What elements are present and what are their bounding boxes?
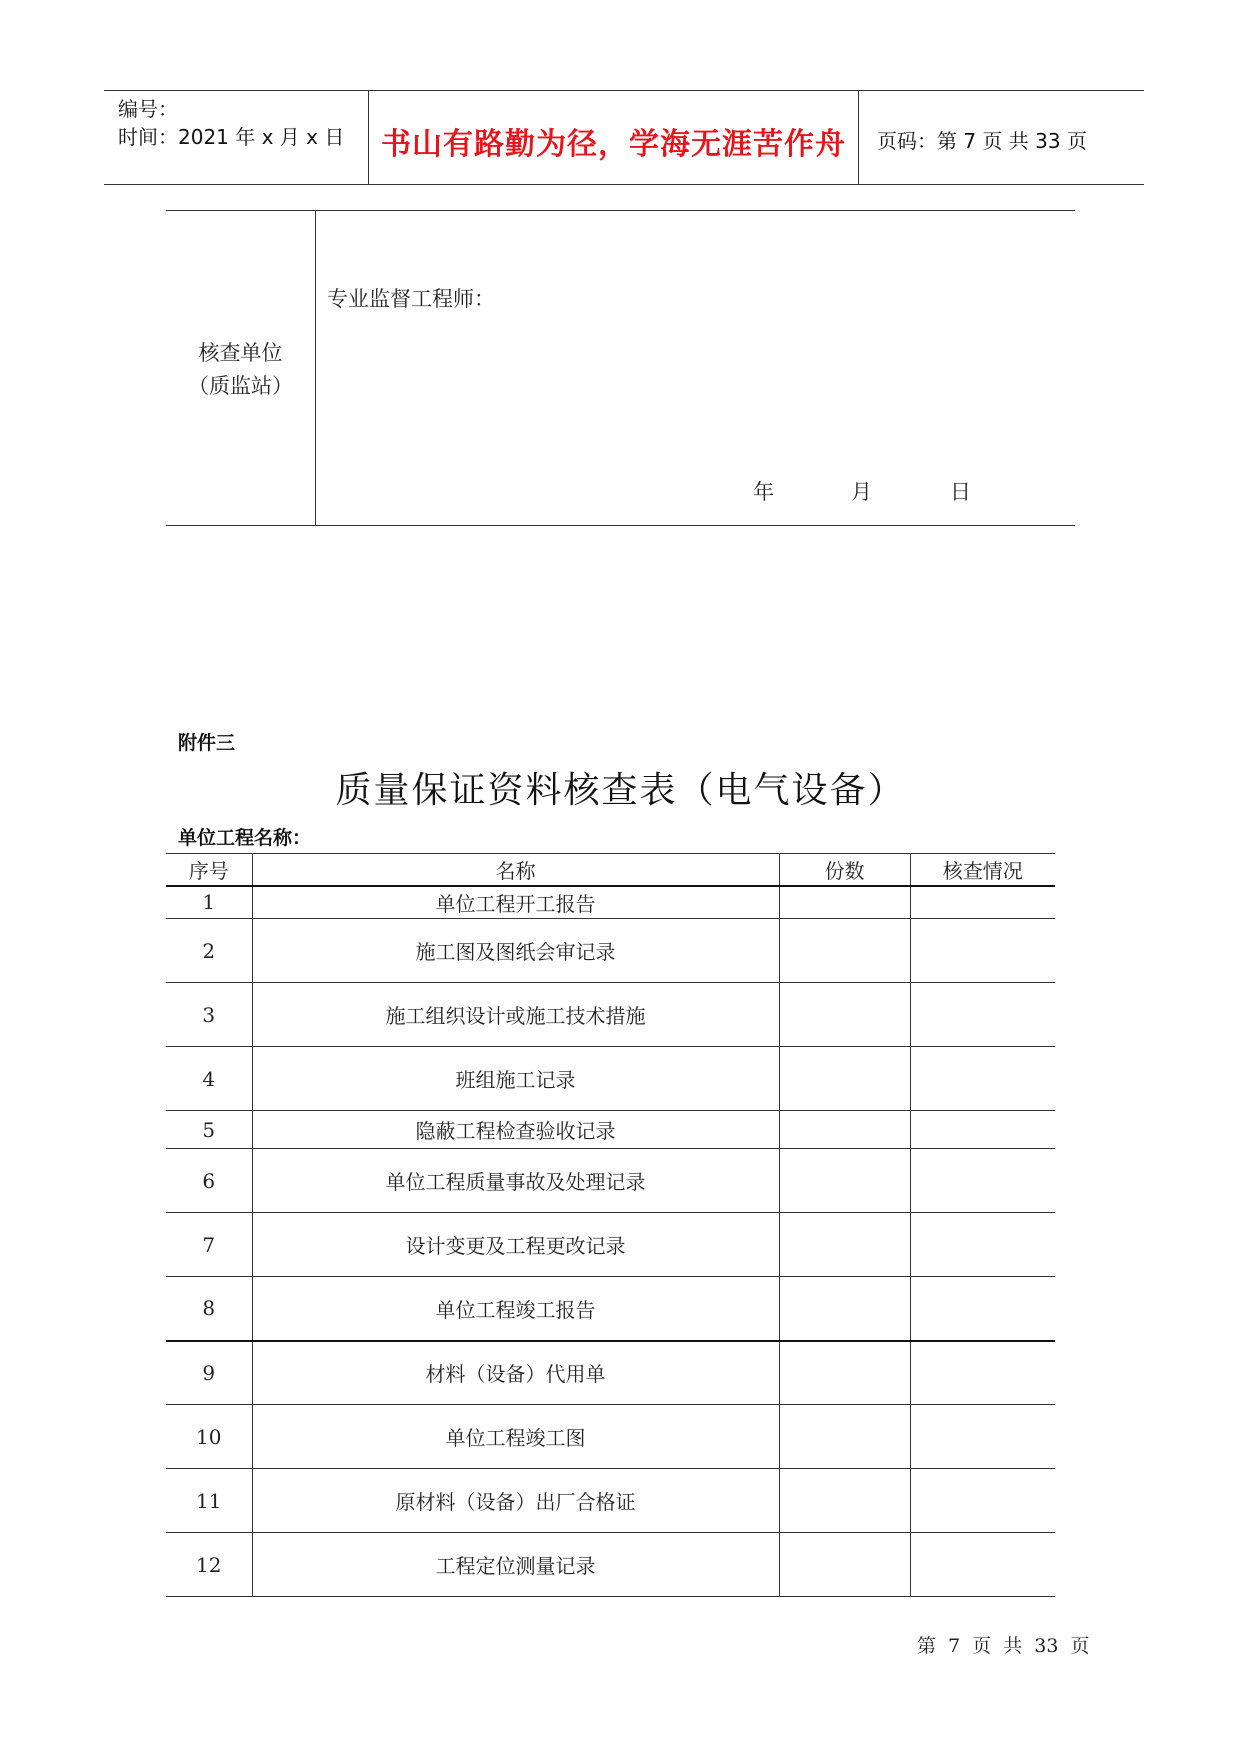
header-page-cell (859, 91, 1144, 184)
row-copies (779, 1341, 910, 1405)
row-status (910, 983, 1055, 1047)
row-status (910, 1047, 1055, 1111)
row-copies (779, 1277, 910, 1341)
table-row (166, 1213, 1055, 1277)
row-number: 9 (166, 1341, 252, 1405)
project-name-label: 单位工程名称： (178, 827, 312, 849)
row-name: 材料（设备）代用单 (252, 1341, 779, 1405)
table-row (166, 1111, 1055, 1149)
inspection-unit-cell (166, 211, 316, 525)
inspection-unit-sublabel: （质监站） (188, 374, 293, 398)
row-number: 5 (166, 1111, 252, 1149)
row-name: 原材料（设备）出厂合格证 (252, 1469, 779, 1533)
row-name: 施工组织设计或施工技术措施 (252, 983, 779, 1047)
row-number: 4 (166, 1047, 252, 1111)
row-status (910, 1111, 1055, 1149)
table-row (166, 919, 1055, 983)
row-status (910, 1341, 1055, 1405)
table-header-row (166, 854, 1055, 886)
inspection-unit-box (166, 210, 1075, 526)
page-number-label: 页码：第 7 页 共 33 页 (877, 129, 1087, 153)
table-row (166, 1277, 1055, 1341)
row-copies (779, 1111, 910, 1149)
row-copies (779, 1047, 910, 1111)
motto-text: 书山有路勤为径，学海无涯苦作舟 (381, 127, 846, 162)
row-number: 1 (166, 886, 252, 919)
row-name: 单位工程竣工报告 (252, 1277, 779, 1341)
table-row (166, 983, 1055, 1047)
row-status (910, 919, 1055, 983)
date-day-label: 日 (950, 480, 971, 504)
code-label: 编号： (118, 97, 178, 121)
row-name: 施工图及图纸会审记录 (252, 919, 779, 983)
table-row (166, 1341, 1055, 1405)
row-copies (779, 1213, 910, 1277)
row-name: 单位工程质量事故及处理记录 (252, 1149, 779, 1213)
row-copies (779, 886, 910, 919)
row-copies (779, 919, 910, 983)
row-name: 设计变更及工程更改记录 (252, 1213, 779, 1277)
table-row (166, 1405, 1055, 1469)
supervising-engineer-label: 专业监督工程师： (327, 287, 495, 311)
attachment-label: 附件三 (178, 732, 236, 754)
row-copies (779, 1533, 910, 1597)
column-header-number: 序号 (166, 854, 252, 886)
table-row (166, 1469, 1055, 1533)
page-header (104, 90, 1144, 185)
page-footer: 第 7 页 共 33 页 (917, 1635, 1090, 1657)
row-number: 11 (166, 1469, 252, 1533)
row-number: 7 (166, 1213, 252, 1277)
table-row (166, 1149, 1055, 1213)
column-header-name: 名称 (252, 854, 779, 886)
row-copies (779, 983, 910, 1047)
row-status (910, 886, 1055, 919)
row-number: 8 (166, 1277, 252, 1341)
row-status (910, 1469, 1055, 1533)
row-status (910, 1149, 1055, 1213)
row-copies (779, 1149, 910, 1213)
form-title: 质量保证资料核查表（电气设备） (335, 770, 906, 811)
row-number: 2 (166, 919, 252, 983)
row-name: 班组施工记录 (252, 1047, 779, 1111)
row-number: 10 (166, 1405, 252, 1469)
quality-document-table (166, 853, 1055, 1597)
column-header-status: 核查情况 (910, 854, 1055, 886)
row-name: 隐蔽工程检查验收记录 (252, 1111, 779, 1149)
row-name: 单位工程竣工图 (252, 1405, 779, 1469)
row-name: 单位工程开工报告 (252, 886, 779, 919)
time-label: 时间：2021 年 x 月 x 日 (118, 125, 345, 149)
header-motto-cell (369, 91, 859, 184)
row-copies (779, 1469, 910, 1533)
row-status (910, 1405, 1055, 1469)
row-status (910, 1213, 1055, 1277)
header-meta-cell (104, 91, 369, 184)
table-row (166, 1533, 1055, 1597)
row-status (910, 1533, 1055, 1597)
table-row (166, 886, 1055, 919)
row-number: 12 (166, 1533, 252, 1597)
table-row (166, 1047, 1055, 1111)
row-name: 工程定位测量记录 (252, 1533, 779, 1597)
inspection-unit-label: 核查单位 (198, 341, 283, 365)
date-month-label: 月 (851, 480, 872, 504)
row-number: 6 (166, 1149, 252, 1213)
row-status (910, 1277, 1055, 1341)
column-header-copies: 份数 (779, 854, 910, 886)
row-copies (779, 1405, 910, 1469)
row-number: 3 (166, 983, 252, 1047)
date-year-label: 年 (753, 480, 774, 504)
